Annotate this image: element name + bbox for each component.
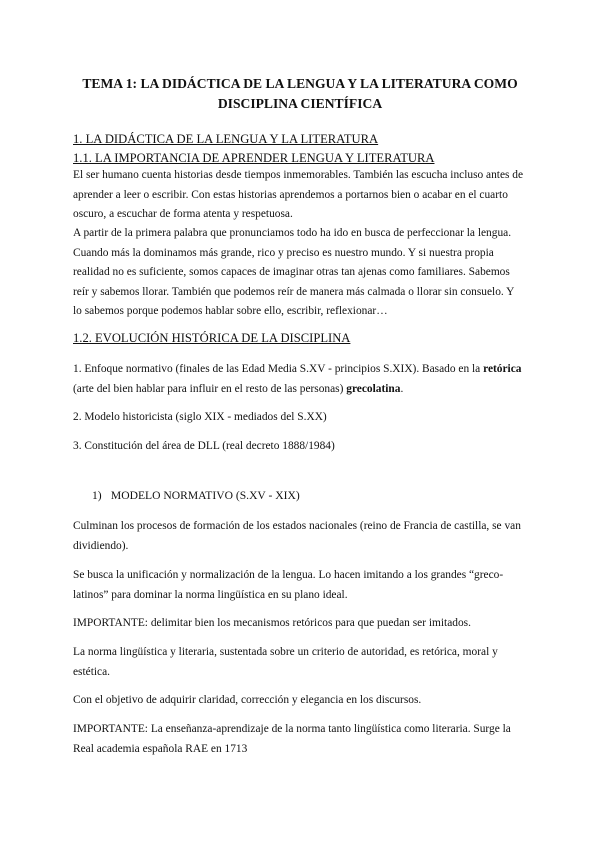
paragraph-4: Se busca la unificación y normalización de la lengua. Lo hacen imitando a los grandes “greco-latinos” para dominar la norma lingüística en su plano ideal. (73, 569, 504, 601)
paragraph-1: El ser humano cuenta historias desde tiempos inmemorables. También las escucha incluso antes de aprender a leer o escribir. Con estas historias aprendemos a portarnos bien o acabar en el cuarto oscuro, a escuchar de forma atenta y respetuosa. (73, 169, 524, 220)
list-item-modelo-historicista: 2. Modelo historicista (siglo XIX - mediados del S.XX) (73, 411, 327, 423)
list-item-enfoque-normativo (73, 360, 525, 399)
item-1-end: . (400, 382, 404, 395)
list-number: 1) (92, 489, 102, 502)
paragraph-7: Con el objetivo de adquirir claridad, corrección y elegancia en los discursos. (73, 694, 422, 706)
item-1-text-a: 1. Enfoque normativo (finales de las Edad Media S.XV - principios S.XIX). Basado en la (73, 363, 481, 375)
section-heading-1-2: 1.2. EVOLUCIÓN HISTÓRICA DE LA DISCIPLINA (73, 331, 351, 345)
list-heading-text: MODELO NORMATIVO (S.XV - XIX) (110, 489, 300, 502)
item-1-bold-retorica: retórica (483, 363, 522, 375)
section-heading-1-1: 1.1. LA IMPORTANCIA DE APRENDER LENGUA Y LITERATURA (73, 151, 435, 165)
section-heading-1: 1. LA DIDÁCTICA DE LA LENGUA Y LA LITERATURA (73, 132, 379, 146)
list-item-constitucion-area: 3. Constitución del área de DLL (real decreto 1888/1984) (73, 440, 335, 452)
numbered-heading-modelo-normativo (92, 489, 300, 502)
title-line-1: TEMA 1: LA DIDÁCTICA DE LA LENGUA Y LA LITERATURA COMO (82, 76, 518, 91)
paragraph-8: IMPORTANTE: La enseñanza-aprendizaje de la norma tanto lingüística como literaria. Surge la Real academia española RAE en 1713 (73, 723, 511, 755)
title-line-2: DISCIPLINA CIENTÍFICA (217, 96, 383, 111)
paragraph-5: IMPORTANTE: delimitar bien los mecanismos retóricos para que puedan ser imitados. (73, 617, 471, 629)
item-1-bold-grecolatina: grecolatina (346, 382, 401, 395)
document-title (60, 74, 540, 114)
paragraph-3: Culminan los procesos de formación de los estados nacionales (reino de Francia de castilla, se van dividiendo). (73, 520, 521, 552)
paragraph-2: A partir de la primera palabra que pronunciamos todo ha ido en busca de perfeccionar la lengua. Cuando más la dominamos más grande, rico y preciso es nuestro mundo. Y si nuestra propia realidad no es suficiente, somos capaces de imaginar otras tan ajenas como familiares. Sabemos reír y sabemos llorar. También que podemos reír de manera más calmada o llorar sin consuelo. Y lo sabemos porque podemos hablar sobre ello, escribir, reflexionar… (73, 227, 514, 317)
paragraph-6: La norma lingüística y literaria, sustentada sobre un criterio de autoridad, es retórica, moral y estética. (73, 646, 498, 678)
item-1-text-b: (arte del bien hablar para influir en el resto de las personas) (73, 382, 347, 395)
